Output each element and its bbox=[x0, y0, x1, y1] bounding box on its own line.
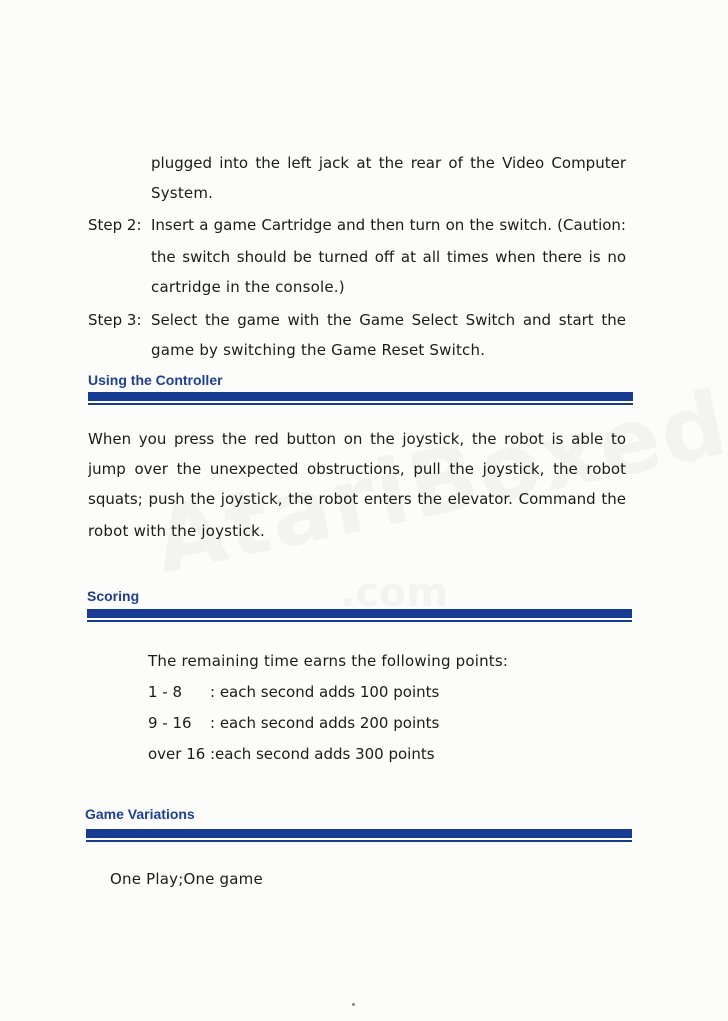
score-row-range: 1 - 8 bbox=[148, 683, 183, 701]
step-2-label: Step 2: bbox=[88, 216, 142, 234]
scoring-rule bbox=[87, 609, 632, 622]
scoring-heading: Scoring bbox=[87, 588, 140, 604]
score-row bbox=[148, 745, 435, 763]
score-row-points: :each second adds 300 points bbox=[210, 745, 435, 763]
page-speck bbox=[352, 1003, 355, 1006]
intro-line-2: System. bbox=[151, 184, 214, 202]
controller-heading: Using the Controller bbox=[88, 372, 223, 388]
score-row bbox=[148, 683, 439, 701]
score-row-range: 9 - 16 bbox=[148, 714, 192, 732]
score-row-range: over 16 bbox=[148, 745, 206, 763]
variations-heading: Game Variations bbox=[85, 806, 195, 822]
step-2-line-1: Insert a game Cartridge and then turn on the switch. (Caution: bbox=[151, 216, 626, 234]
controller-line-1: When you press the red button on the joystick, the robot is able to bbox=[88, 430, 626, 448]
step-3-line-1: Select the game with the Game Select Switch and start the bbox=[151, 311, 626, 329]
step-2-line-2: the switch should be turned off at all times when there is no bbox=[151, 248, 626, 266]
score-row-points: : each second adds 200 points bbox=[210, 714, 440, 732]
score-row bbox=[148, 714, 439, 732]
controller-line-2: jump over the unexpected obstructions, pull the joystick, the robot bbox=[88, 460, 626, 478]
controller-line-3: squats; push the joystick, the robot enters the elevator. Command the bbox=[88, 490, 626, 508]
variations-line-1: One Play;One game bbox=[110, 870, 263, 888]
controller-line-4: robot with the joystick. bbox=[88, 522, 265, 540]
step-3-label: Step 3: bbox=[88, 311, 142, 329]
step-2-line-3: cartridge in the console.) bbox=[151, 278, 345, 296]
variations-rule bbox=[86, 829, 632, 842]
scoring-intro: The remaining time earns the following points: bbox=[148, 652, 509, 670]
controller-rule bbox=[88, 392, 633, 405]
intro-line-1: plugged into the left jack at the rear of the Video Computer bbox=[151, 154, 626, 172]
score-row-points: : each second adds 100 points bbox=[210, 683, 440, 701]
step-3-line-2: game by switching the Game Reset Switch. bbox=[151, 341, 486, 359]
